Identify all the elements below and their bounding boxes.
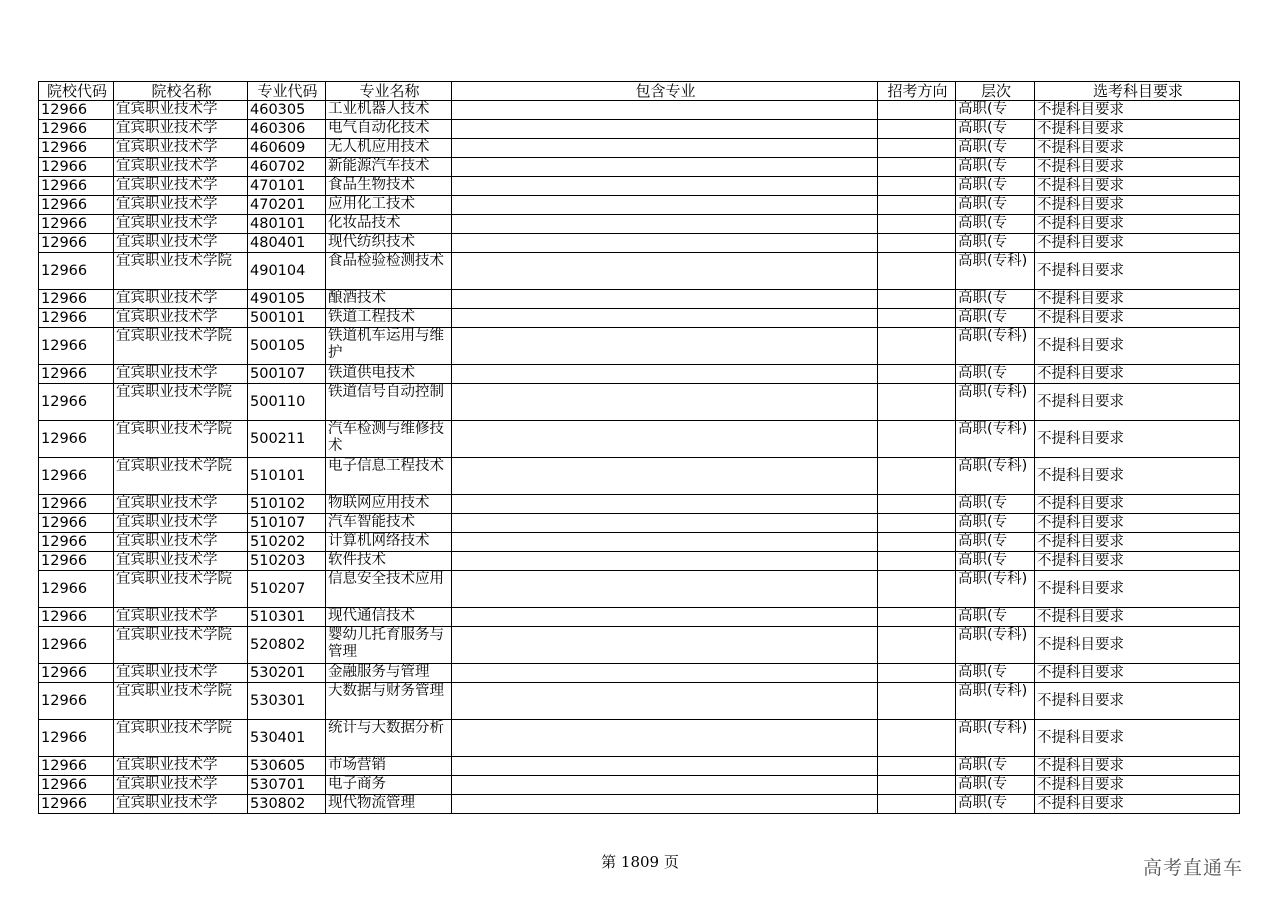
header-major-name: 专业名称 xyxy=(326,82,452,101)
cell-included-majors xyxy=(452,608,878,627)
cell-level: 高职(专科) xyxy=(956,627,1035,664)
cell-major-name: 物联网应用技术 xyxy=(326,495,452,514)
cell-level: 高职(专 xyxy=(956,533,1035,552)
cell-major-name: 信息安全技术应用 xyxy=(326,571,452,608)
cell-included-majors xyxy=(452,120,878,139)
cell-subject-requirement: 不提科目要求 xyxy=(1035,328,1240,365)
cell-major-code: 470201 xyxy=(248,196,326,215)
cell-level: 高职(专 xyxy=(956,495,1035,514)
cell-included-majors xyxy=(452,177,878,196)
cell-subject-requirement: 不提科目要求 xyxy=(1035,177,1240,196)
cell-major-code: 500107 xyxy=(248,365,326,384)
cell-major-code: 460306 xyxy=(248,120,326,139)
cell-included-majors xyxy=(452,495,878,514)
table-row xyxy=(39,533,1240,552)
table-row xyxy=(39,158,1240,177)
table-row xyxy=(39,495,1240,514)
cell-level: 高职(专 xyxy=(956,234,1035,253)
cell-major-name: 现代物流管理 xyxy=(326,795,452,814)
cell-direction xyxy=(878,552,956,571)
cell-direction xyxy=(878,120,956,139)
cell-major-name: 软件技术 xyxy=(326,552,452,571)
cell-major-code: 460305 xyxy=(248,101,326,120)
cell-school-code: 12966 xyxy=(39,365,114,384)
cell-major-name: 现代纺织技术 xyxy=(326,234,452,253)
cell-major-name: 大数据与财务管理 xyxy=(326,683,452,720)
cell-direction xyxy=(878,101,956,120)
cell-subject-requirement: 不提科目要求 xyxy=(1035,120,1240,139)
table-row xyxy=(39,571,1240,608)
cell-school-name: 宜宾职业技术学 xyxy=(114,514,248,533)
cell-major-name: 婴幼儿托育服务与管理 xyxy=(326,627,452,664)
cell-major-code: 470101 xyxy=(248,177,326,196)
cell-major-code: 520802 xyxy=(248,627,326,664)
cell-school-name: 宜宾职业技术学院 xyxy=(114,627,248,664)
page-number: 第 1809 页 xyxy=(601,853,679,871)
cell-direction xyxy=(878,253,956,290)
cell-subject-requirement: 不提科目要求 xyxy=(1035,196,1240,215)
cell-major-name: 无人机应用技术 xyxy=(326,139,452,158)
cell-major-code: 490105 xyxy=(248,290,326,309)
table-row xyxy=(39,776,1240,795)
cell-included-majors xyxy=(452,552,878,571)
header-direction: 招考方向 xyxy=(878,82,956,101)
table-row xyxy=(39,309,1240,328)
cell-subject-requirement: 不提科目要求 xyxy=(1035,139,1240,158)
table-row xyxy=(39,215,1240,234)
cell-level: 高职(专 xyxy=(956,608,1035,627)
cell-subject-requirement: 不提科目要求 xyxy=(1035,720,1240,757)
cell-included-majors xyxy=(452,514,878,533)
cell-major-code: 510107 xyxy=(248,514,326,533)
cell-school-name: 宜宾职业技术学 xyxy=(114,234,248,253)
cell-level: 高职(专 xyxy=(956,290,1035,309)
cell-school-name: 宜宾职业技术学 xyxy=(114,177,248,196)
cell-subject-requirement: 不提科目要求 xyxy=(1035,309,1240,328)
cell-subject-requirement: 不提科目要求 xyxy=(1035,533,1240,552)
cell-direction xyxy=(878,776,956,795)
cell-level: 高职(专 xyxy=(956,120,1035,139)
table-row xyxy=(39,253,1240,290)
cell-school-name: 宜宾职业技术学 xyxy=(114,120,248,139)
cell-school-code: 12966 xyxy=(39,458,114,495)
cell-direction xyxy=(878,234,956,253)
cell-school-code: 12966 xyxy=(39,120,114,139)
cell-school-name: 宜宾职业技术学院 xyxy=(114,328,248,365)
cell-major-name: 食品检验检测技术 xyxy=(326,253,452,290)
cell-school-name: 宜宾职业技术学 xyxy=(114,101,248,120)
cell-subject-requirement: 不提科目要求 xyxy=(1035,458,1240,495)
cell-major-name: 电子商务 xyxy=(326,776,452,795)
cell-school-name: 宜宾职业技术学 xyxy=(114,757,248,776)
cell-major-code: 510203 xyxy=(248,552,326,571)
cell-direction xyxy=(878,514,956,533)
cell-major-name: 铁道供电技术 xyxy=(326,365,452,384)
cell-level: 高职(专科) xyxy=(956,571,1035,608)
cell-major-name: 市场营销 xyxy=(326,757,452,776)
cell-subject-requirement: 不提科目要求 xyxy=(1035,384,1240,421)
table-header xyxy=(39,82,1240,101)
cell-school-name: 宜宾职业技术学 xyxy=(114,552,248,571)
cell-direction xyxy=(878,720,956,757)
cell-major-code: 530201 xyxy=(248,664,326,683)
cell-level: 高职(专科) xyxy=(956,421,1035,458)
cell-included-majors xyxy=(452,309,878,328)
cell-level: 高职(专 xyxy=(956,795,1035,814)
header-major-code: 专业代码 xyxy=(248,82,326,101)
cell-subject-requirement: 不提科目要求 xyxy=(1035,234,1240,253)
table-row xyxy=(39,458,1240,495)
cell-major-code: 480101 xyxy=(248,215,326,234)
cell-school-name: 宜宾职业技术学 xyxy=(114,139,248,158)
cell-school-name: 宜宾职业技术学 xyxy=(114,664,248,683)
cell-included-majors xyxy=(452,101,878,120)
cell-included-majors xyxy=(452,571,878,608)
cell-subject-requirement: 不提科目要求 xyxy=(1035,608,1240,627)
cell-subject-requirement: 不提科目要求 xyxy=(1035,514,1240,533)
table-row xyxy=(39,384,1240,421)
cell-subject-requirement: 不提科目要求 xyxy=(1035,571,1240,608)
table-row xyxy=(39,683,1240,720)
cell-subject-requirement: 不提科目要求 xyxy=(1035,253,1240,290)
cell-subject-requirement: 不提科目要求 xyxy=(1035,757,1240,776)
cell-school-code: 12966 xyxy=(39,627,114,664)
cell-included-majors xyxy=(452,757,878,776)
cell-major-code: 510301 xyxy=(248,608,326,627)
cell-school-code: 12966 xyxy=(39,664,114,683)
cell-school-name: 宜宾职业技术学 xyxy=(114,795,248,814)
cell-subject-requirement: 不提科目要求 xyxy=(1035,495,1240,514)
cell-major-code: 510207 xyxy=(248,571,326,608)
cell-direction xyxy=(878,177,956,196)
cell-level: 高职(专 xyxy=(956,158,1035,177)
cell-major-name: 现代通信技术 xyxy=(326,608,452,627)
cell-direction xyxy=(878,196,956,215)
cell-subject-requirement: 不提科目要求 xyxy=(1035,552,1240,571)
header-school-code: 院校代码 xyxy=(39,82,114,101)
cell-level: 高职(专 xyxy=(956,139,1035,158)
cell-major-code: 530401 xyxy=(248,720,326,757)
cell-level: 高职(专科) xyxy=(956,458,1035,495)
cell-major-name: 金融服务与管理 xyxy=(326,664,452,683)
cell-school-code: 12966 xyxy=(39,215,114,234)
cell-school-name: 宜宾职业技术学院 xyxy=(114,253,248,290)
cell-school-code: 12966 xyxy=(39,720,114,757)
cell-major-name: 电气自动化技术 xyxy=(326,120,452,139)
cell-level: 高职(专 xyxy=(956,514,1035,533)
cell-school-code: 12966 xyxy=(39,533,114,552)
cell-direction xyxy=(878,571,956,608)
cell-included-majors xyxy=(452,215,878,234)
cell-school-code: 12966 xyxy=(39,177,114,196)
cell-school-name: 宜宾职业技术学 xyxy=(114,196,248,215)
table-row xyxy=(39,720,1240,757)
cell-school-name: 宜宾职业技术学 xyxy=(114,309,248,328)
cell-subject-requirement: 不提科目要求 xyxy=(1035,683,1240,720)
table-row xyxy=(39,328,1240,365)
cell-major-name: 统计与大数据分析 xyxy=(326,720,452,757)
table-row xyxy=(39,608,1240,627)
cell-major-code: 530802 xyxy=(248,795,326,814)
cell-included-majors xyxy=(452,158,878,177)
cell-major-code: 490104 xyxy=(248,253,326,290)
cell-school-code: 12966 xyxy=(39,384,114,421)
cell-major-name: 电子信息工程技术 xyxy=(326,458,452,495)
cell-level: 高职(专科) xyxy=(956,384,1035,421)
cell-major-code: 530701 xyxy=(248,776,326,795)
cell-major-code: 500211 xyxy=(248,421,326,458)
cell-level: 高职(专 xyxy=(956,215,1035,234)
cell-direction xyxy=(878,458,956,495)
cell-direction xyxy=(878,627,956,664)
cell-level: 高职(专 xyxy=(956,101,1035,120)
cell-included-majors xyxy=(452,253,878,290)
cell-school-code: 12966 xyxy=(39,683,114,720)
cell-level: 高职(专 xyxy=(956,664,1035,683)
cell-major-name: 化妆品技术 xyxy=(326,215,452,234)
table-row xyxy=(39,177,1240,196)
cell-major-code: 510101 xyxy=(248,458,326,495)
cell-level: 高职(专科) xyxy=(956,328,1035,365)
cell-subject-requirement: 不提科目要求 xyxy=(1035,215,1240,234)
cell-school-code: 12966 xyxy=(39,101,114,120)
cell-direction xyxy=(878,757,956,776)
cell-direction xyxy=(878,365,956,384)
cell-school-name: 宜宾职业技术学院 xyxy=(114,571,248,608)
cell-direction xyxy=(878,158,956,177)
cell-school-code: 12966 xyxy=(39,552,114,571)
table-row xyxy=(39,101,1240,120)
cell-school-code: 12966 xyxy=(39,795,114,814)
cell-included-majors xyxy=(452,196,878,215)
cell-major-name: 铁道机车运用与维护 xyxy=(326,328,452,365)
cell-school-name: 宜宾职业技术学 xyxy=(114,776,248,795)
cell-school-name: 宜宾职业技术学 xyxy=(114,495,248,514)
admissions-table xyxy=(38,81,1240,814)
table-row xyxy=(39,664,1240,683)
cell-school-name: 宜宾职业技术学院 xyxy=(114,683,248,720)
cell-school-name: 宜宾职业技术学 xyxy=(114,608,248,627)
header-included-majors: 包含专业 xyxy=(452,82,878,101)
cell-school-code: 12966 xyxy=(39,234,114,253)
cell-major-code: 530301 xyxy=(248,683,326,720)
cell-direction xyxy=(878,290,956,309)
cell-school-code: 12966 xyxy=(39,309,114,328)
cell-included-majors xyxy=(452,533,878,552)
cell-subject-requirement: 不提科目要求 xyxy=(1035,101,1240,120)
cell-school-name: 宜宾职业技术学 xyxy=(114,215,248,234)
cell-direction xyxy=(878,608,956,627)
cell-direction xyxy=(878,533,956,552)
cell-major-code: 500101 xyxy=(248,309,326,328)
cell-school-code: 12966 xyxy=(39,608,114,627)
table-row xyxy=(39,196,1240,215)
cell-school-code: 12966 xyxy=(39,776,114,795)
cell-included-majors xyxy=(452,290,878,309)
cell-school-code: 12966 xyxy=(39,571,114,608)
cell-school-code: 12966 xyxy=(39,421,114,458)
cell-level: 高职(专 xyxy=(956,757,1035,776)
cell-included-majors xyxy=(452,384,878,421)
table-row xyxy=(39,234,1240,253)
table-row xyxy=(39,421,1240,458)
table-row xyxy=(39,120,1240,139)
cell-school-code: 12966 xyxy=(39,514,114,533)
table-row xyxy=(39,757,1240,776)
cell-major-name: 酿酒技术 xyxy=(326,290,452,309)
cell-subject-requirement: 不提科目要求 xyxy=(1035,158,1240,177)
cell-school-code: 12966 xyxy=(39,253,114,290)
cell-subject-requirement: 不提科目要求 xyxy=(1035,290,1240,309)
cell-major-name: 铁道工程技术 xyxy=(326,309,452,328)
cell-level: 高职(专科) xyxy=(956,683,1035,720)
cell-major-name: 铁道信号自动控制 xyxy=(326,384,452,421)
cell-major-name: 汽车检测与维修技术 xyxy=(326,421,452,458)
cell-included-majors xyxy=(452,664,878,683)
cell-major-name: 应用化工技术 xyxy=(326,196,452,215)
cell-major-name: 工业机器人技术 xyxy=(326,101,452,120)
cell-major-code: 460702 xyxy=(248,158,326,177)
cell-direction xyxy=(878,384,956,421)
cell-school-name: 宜宾职业技术学 xyxy=(114,365,248,384)
table-row xyxy=(39,514,1240,533)
cell-direction xyxy=(878,139,956,158)
cell-school-name: 宜宾职业技术学院 xyxy=(114,720,248,757)
cell-school-name: 宜宾职业技术学 xyxy=(114,290,248,309)
cell-direction xyxy=(878,664,956,683)
cell-included-majors xyxy=(452,627,878,664)
cell-direction xyxy=(878,215,956,234)
cell-included-majors xyxy=(452,683,878,720)
cell-included-majors xyxy=(452,458,878,495)
cell-level: 高职(专科) xyxy=(956,720,1035,757)
cell-school-code: 12966 xyxy=(39,495,114,514)
cell-major-name: 计算机网络技术 xyxy=(326,533,452,552)
cell-level: 高职(专 xyxy=(956,309,1035,328)
header-subject-requirement: 选考科目要求 xyxy=(1035,82,1240,101)
cell-major-name: 汽车智能技术 xyxy=(326,514,452,533)
table-row xyxy=(39,139,1240,158)
cell-direction xyxy=(878,421,956,458)
table-row xyxy=(39,365,1240,384)
cell-direction xyxy=(878,328,956,365)
table-row xyxy=(39,290,1240,309)
table-row xyxy=(39,627,1240,664)
cell-subject-requirement: 不提科目要求 xyxy=(1035,365,1240,384)
cell-subject-requirement: 不提科目要求 xyxy=(1035,421,1240,458)
cell-school-code: 12966 xyxy=(39,757,114,776)
cell-major-code: 500105 xyxy=(248,328,326,365)
cell-direction xyxy=(878,795,956,814)
cell-level: 高职(专 xyxy=(956,196,1035,215)
cell-subject-requirement: 不提科目要求 xyxy=(1035,627,1240,664)
cell-level: 高职(专 xyxy=(956,177,1035,196)
cell-included-majors xyxy=(452,365,878,384)
cell-subject-requirement: 不提科目要求 xyxy=(1035,795,1240,814)
cell-school-name: 宜宾职业技术学院 xyxy=(114,421,248,458)
cell-school-name: 宜宾职业技术学 xyxy=(114,533,248,552)
watermark: 高考直通车 xyxy=(1143,857,1244,879)
cell-school-code: 12966 xyxy=(39,328,114,365)
header-level: 层次 xyxy=(956,82,1035,101)
cell-level: 高职(专 xyxy=(956,776,1035,795)
cell-major-code: 480401 xyxy=(248,234,326,253)
cell-direction xyxy=(878,309,956,328)
header-school-name: 院校名称 xyxy=(114,82,248,101)
cell-school-code: 12966 xyxy=(39,158,114,177)
cell-school-name: 宜宾职业技术学院 xyxy=(114,384,248,421)
cell-included-majors xyxy=(452,234,878,253)
table-row xyxy=(39,795,1240,814)
cell-school-code: 12966 xyxy=(39,290,114,309)
cell-included-majors xyxy=(452,776,878,795)
cell-major-code: 530605 xyxy=(248,757,326,776)
cell-major-code: 500110 xyxy=(248,384,326,421)
cell-level: 高职(专 xyxy=(956,552,1035,571)
cell-school-code: 12966 xyxy=(39,139,114,158)
cell-included-majors xyxy=(452,139,878,158)
cell-major-name: 食品生物技术 xyxy=(326,177,452,196)
cell-major-code: 510202 xyxy=(248,533,326,552)
cell-subject-requirement: 不提科目要求 xyxy=(1035,776,1240,795)
cell-major-name: 新能源汽车技术 xyxy=(326,158,452,177)
cell-direction xyxy=(878,683,956,720)
table-row xyxy=(39,552,1240,571)
cell-level: 高职(专科) xyxy=(956,253,1035,290)
cell-school-code: 12966 xyxy=(39,196,114,215)
cell-major-code: 510102 xyxy=(248,495,326,514)
cell-school-name: 宜宾职业技术学 xyxy=(114,158,248,177)
cell-major-code: 460609 xyxy=(248,139,326,158)
cell-direction xyxy=(878,495,956,514)
cell-level: 高职(专 xyxy=(956,365,1035,384)
cell-included-majors xyxy=(452,795,878,814)
cell-school-name: 宜宾职业技术学院 xyxy=(114,458,248,495)
cell-included-majors xyxy=(452,328,878,365)
cell-included-majors xyxy=(452,720,878,757)
cell-included-majors xyxy=(452,421,878,458)
cell-subject-requirement: 不提科目要求 xyxy=(1035,664,1240,683)
table-body xyxy=(39,101,1240,814)
